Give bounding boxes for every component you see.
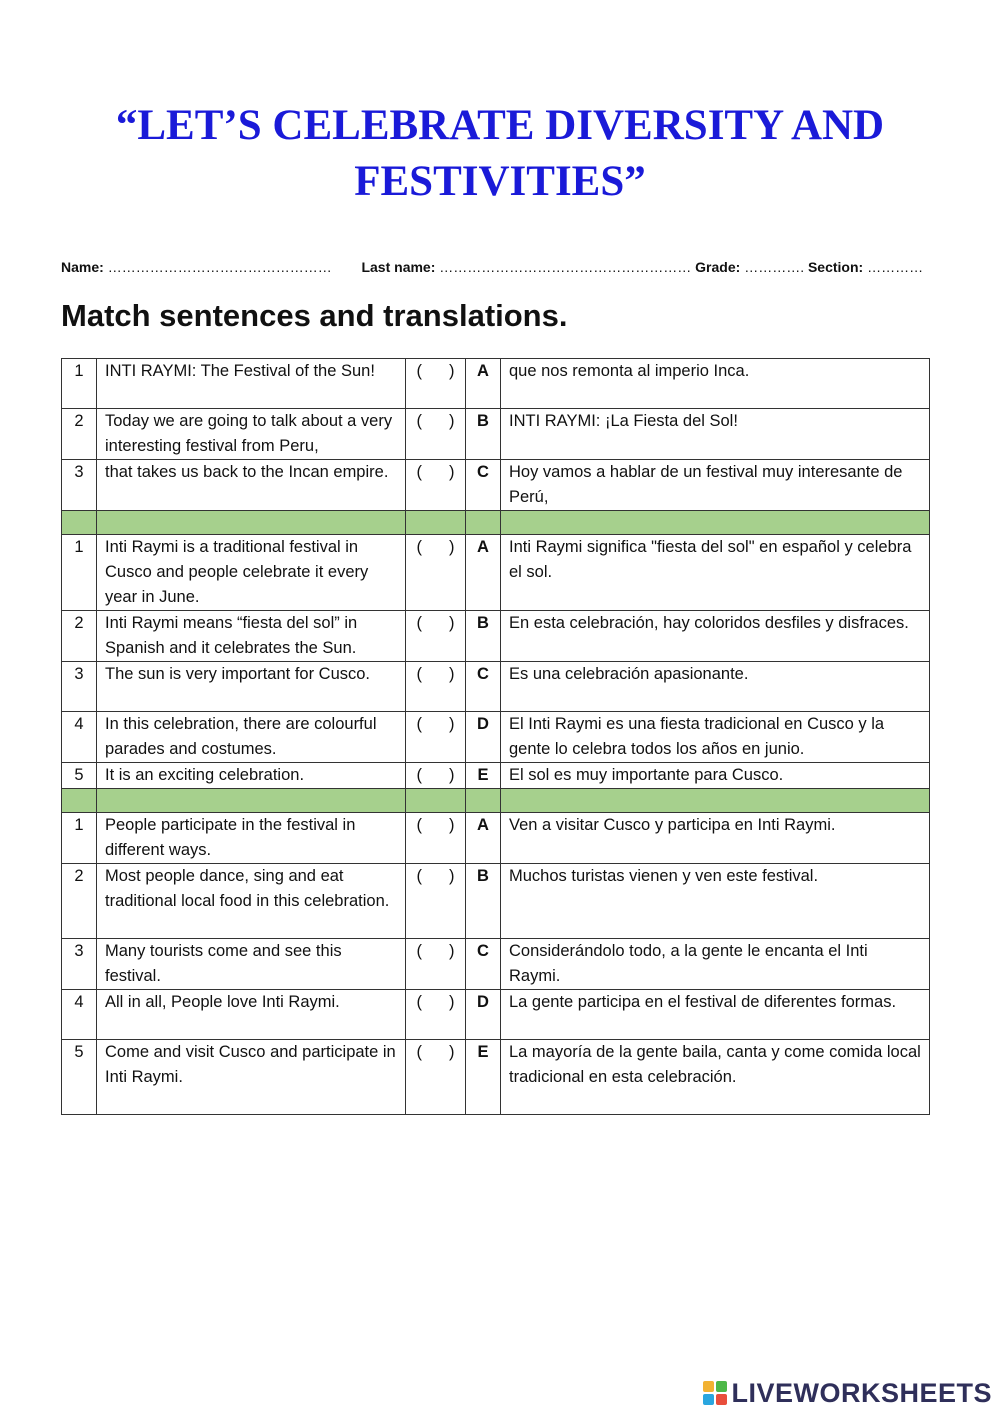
spanish-translation: La mayoría de la gente baila, canta y come comida local tradicional en esta celebración. [501, 1040, 930, 1115]
english-sentence: In this celebration, there are colourful parades and costumes. [97, 712, 406, 763]
group-separator-row [62, 789, 930, 813]
translation-letter: C [466, 460, 501, 511]
english-sentence: Many tourists come and see this festival. [97, 939, 406, 990]
table-row [62, 990, 930, 1040]
table-row [62, 535, 930, 611]
table-row [62, 864, 930, 939]
grade-field[interactable]: …………. [744, 259, 805, 275]
spanish-translation: En esta celebración, hay coloridos desfiles y disfraces. [501, 611, 930, 662]
table-row [62, 712, 930, 763]
row-number: 2 [62, 409, 97, 460]
english-sentence: Most people dance, sing and eat traditional local food in this celebration. [97, 864, 406, 939]
row-number: 3 [62, 662, 97, 712]
spanish-translation: que nos remonta al imperio Inca. [501, 359, 930, 409]
spanish-translation: Es una celebración apasionante. [501, 662, 930, 712]
translation-letter: E [466, 1040, 501, 1115]
row-number: 5 [62, 1040, 97, 1115]
translation-letter: B [466, 409, 501, 460]
row-number: 3 [62, 460, 97, 511]
table-row [62, 611, 930, 662]
section-label: Section: [807, 259, 864, 275]
name-field[interactable]: ………………………………………… [107, 259, 332, 275]
translation-letter: C [466, 662, 501, 712]
spanish-translation: Ven a visitar Cusco y participa en Inti Raymi. [501, 813, 930, 864]
row-number: 4 [62, 712, 97, 763]
liveworksheets-logo-icon [703, 1381, 727, 1405]
row-number: 1 [62, 535, 97, 611]
english-sentence: Inti Raymi means “fiesta del sol” in Spanish and it celebrates the Sun. [97, 611, 406, 662]
spanish-translation: El Inti Raymi es una fiesta tradicional en Cusco y la gente lo celebra todos los años en junio. [501, 712, 930, 763]
student-info-line [61, 259, 931, 275]
row-number: 1 [62, 359, 97, 409]
translation-letter: E [466, 763, 501, 789]
answer-blank[interactable]: ( ) [406, 359, 466, 409]
liveworksheets-brand: LIVEWORKSHEETS [731, 1377, 992, 1408]
spanish-translation: Inti Raymi significa "fiesta del sol" en español y celebra el sol. [501, 535, 930, 611]
english-sentence: Come and visit Cusco and participate in Inti Raymi. [97, 1040, 406, 1115]
row-number: 3 [62, 939, 97, 990]
answer-blank[interactable]: ( ) [406, 990, 466, 1040]
last-name-label: Last name: [361, 259, 436, 275]
answer-blank[interactable]: ( ) [406, 460, 466, 511]
answer-blank[interactable]: ( ) [406, 611, 466, 662]
row-number: 1 [62, 813, 97, 864]
answer-blank[interactable]: ( ) [406, 813, 466, 864]
translation-letter: B [466, 611, 501, 662]
spanish-translation: Muchos turistas vienen y ven este festival. [501, 864, 930, 939]
spanish-translation: Hoy vamos a hablar de un festival muy interesante de Perú, [501, 460, 930, 511]
answer-blank[interactable]: ( ) [406, 864, 466, 939]
translation-letter: A [466, 813, 501, 864]
english-sentence: The sun is very important for Cusco. [97, 662, 406, 712]
translation-letter: B [466, 864, 501, 939]
row-number: 2 [62, 864, 97, 939]
instructions-heading: Match sentences and translations. [61, 298, 568, 333]
english-sentence: All in all, People love Inti Raymi. [97, 990, 406, 1040]
spanish-translation: El sol es muy importante para Cusco. [501, 763, 930, 789]
english-sentence: It is an exciting celebration. [97, 763, 406, 789]
name-label: Name: [61, 259, 104, 275]
matching-table [61, 358, 930, 1115]
row-number: 2 [62, 611, 97, 662]
table-row [62, 939, 930, 990]
spanish-translation: La gente participa en el festival de diferentes formas. [501, 990, 930, 1040]
table-row [62, 1040, 930, 1115]
translation-letter: C [466, 939, 501, 990]
answer-blank[interactable]: ( ) [406, 939, 466, 990]
spanish-translation: INTI RAYMI: ¡La Fiesta del Sol! [501, 409, 930, 460]
answer-blank[interactable]: ( ) [406, 409, 466, 460]
english-sentence: Inti Raymi is a traditional festival in Cusco and people celebrate it every year in June. [97, 535, 406, 611]
table-row [62, 460, 930, 511]
spanish-translation: Considerándolo todo, a la gente le encanta el Inti Raymi. [501, 939, 930, 990]
english-sentence: People participate in the festival in different ways. [97, 813, 406, 864]
table-row [62, 813, 930, 864]
table-row [62, 763, 930, 789]
row-number: 4 [62, 990, 97, 1040]
row-number: 5 [62, 763, 97, 789]
table-row [62, 409, 930, 460]
table-row [62, 359, 930, 409]
english-sentence: that takes us back to the Incan empire. [97, 460, 406, 511]
answer-blank[interactable]: ( ) [406, 535, 466, 611]
last-name-field[interactable]: ……………………………………………… [439, 259, 692, 275]
english-sentence: INTI RAYMI: The Festival of the Sun! [97, 359, 406, 409]
answer-blank[interactable]: ( ) [406, 1040, 466, 1115]
table-row [62, 662, 930, 712]
answer-blank[interactable]: ( ) [406, 712, 466, 763]
translation-letter: D [466, 712, 501, 763]
answer-blank[interactable]: ( ) [406, 763, 466, 789]
worksheet-title: “LET’S CELEBRATE DIVERSITY AND FESTIVITIES” [115, 102, 885, 205]
liveworksheets-footer [703, 1379, 992, 1407]
translation-letter: A [466, 359, 501, 409]
translation-letter: A [466, 535, 501, 611]
english-sentence: Today we are going to talk about a very interesting festival from Peru, [97, 409, 406, 460]
translation-letter: D [466, 990, 501, 1040]
grade-label: Grade: [695, 259, 741, 275]
answer-blank[interactable]: ( ) [406, 662, 466, 712]
group-separator-row [62, 511, 930, 535]
section-field[interactable]: ………… [867, 259, 924, 275]
